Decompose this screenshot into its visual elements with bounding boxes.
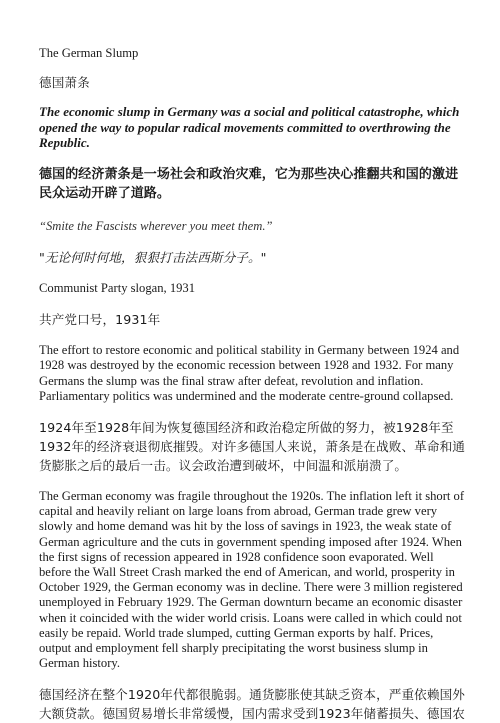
lead-chinese: 德国的经济萧条是一场社会和政治灾难，它为那些决心推翻共和国的激进民众运动开辟了道路。 <box>39 166 459 201</box>
lead-english: The economic slump in Germany was a social and political catastrophe, which opened the way to popular radical movements committed to overthrowing the Republic. <box>39 104 460 151</box>
paragraph-2-chinese: 德国经济在整个1920年代都很脆弱。通货膨胀使其缺乏资本，严重依赖国外大额贷款。德国贸易增长非常缓慢，国内需求受到1923年储蓄损失、德国农 <box>39 687 465 722</box>
paragraph-1-chinese: 1924年至1928年间为恢复德国经济和政治稳定所做的努力，被1928年至1932年的经济衰退彻底摧毁。对许多德国人来说，萧条是在战败、革命和通货膨胀之后的最后一击。议会政治遭到破坏，中间温和派崩溃了。 <box>39 419 465 473</box>
document-page <box>39 46 467 723</box>
quote-source-chinese: 共产党口号，1931年 <box>39 312 161 328</box>
paragraph-2-english: The German economy was fragile throughout the 1920s. The inflation left it short of capital and heavily reliant on large loans from abroad, German trade grew very slowly and home demand was hit by the loss of savings in 1923, the weak state of German agriculture and the cuts in government spending imposed after 1924. When the first signs of recession appeared in 1928 confidence soon evaporated. Well before the Wall Street Crash marked the end of American, and world, prosperity in October 1929, the German economy was in decline. There were 3 million registered unemployed in February 1929. The German downturn became an economic disaster when it coincided with the wider world crisis. Loans were called in which could not easily be repaid. World trade slumped, cutting German exports by half. Prices, output and employment fell sharply precipitating the worst business slump in German history. <box>39 488 465 671</box>
quote-chinese: "无论何时何地，狠狠打击法西斯分子。" <box>39 249 267 265</box>
paragraph-1-english: The effort to restore economic and political stability in Germany between 1924 and 1928 was destroyed by the economic recession between 1928 and 1932. For many Germans the slump was the final straw after defeat, revolution and inflation. Parliamentary politics was undermined and the moderate centre-ground collapsed. <box>39 343 460 403</box>
title-chinese: 德国萧条 <box>39 75 90 91</box>
quote-source-english: Communist Party slogan, 1931 <box>39 280 196 295</box>
title-english: The German Slump <box>39 46 139 60</box>
quote-english: “Smite the Fascists wherever you meet them.” <box>39 218 273 233</box>
